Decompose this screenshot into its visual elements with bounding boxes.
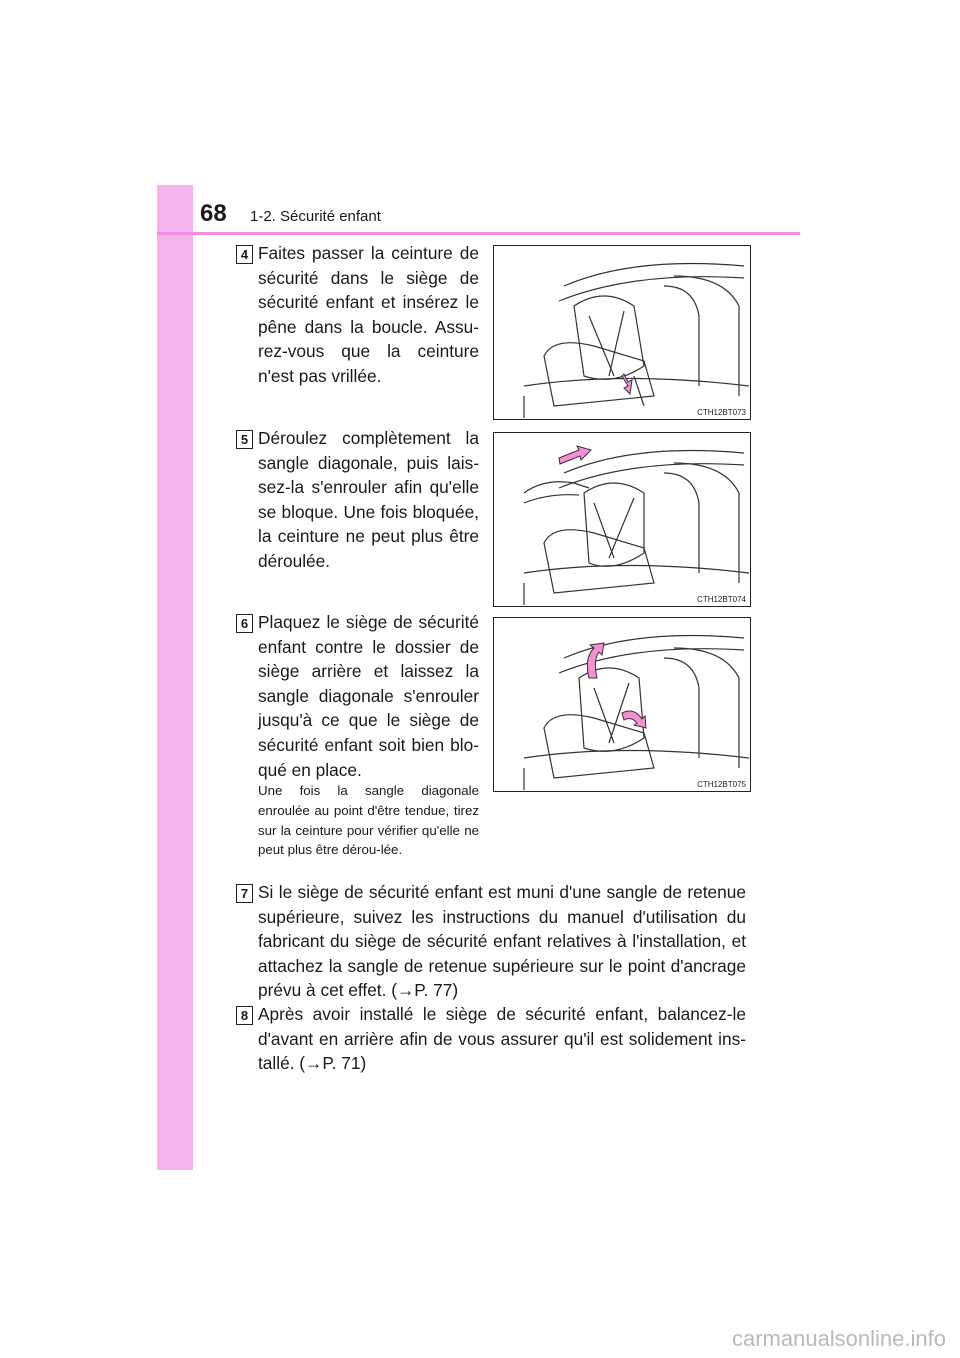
- pull-arrow-icon: [559, 446, 591, 464]
- step-number-5: 5: [236, 430, 253, 449]
- figure-step-4: [493, 245, 751, 420]
- header-rule: [157, 232, 800, 235]
- step-6-note: Une fois la sangle diagonale enroulée au point d'être tendue, tirez sur la ceinture pour vérifier qu'elle ne peut plus être dérou-lée.: [258, 783, 479, 858]
- figure-step-5: [493, 432, 751, 607]
- step-5-text: Déroulez complètement la sangle diagonale, puis lais-sez-la s'enrouler afin qu'elle se bloque. Une fois bloquée, la ceinture ne peut plus être déroulée.: [258, 428, 479, 571]
- page-number: 68: [200, 200, 227, 227]
- car-seat-illustration-5: [494, 433, 750, 606]
- step-7-text: Si le siège de sécurité enfant est muni d'une sangle de retenue supérieure, suivez les instructions du manuel d'utilisation du fabricant du siège de sécurité enfant relatives à l'installation, et attachez la sangle de retenue supérieure sur le point d'ancrage prévu à cet effet. (→P. 77): [258, 882, 746, 1001]
- step-number-8: 8: [236, 1006, 253, 1025]
- watermark: carmanualsonline.info: [731, 1326, 946, 1351]
- figure-code: CTH12BT075: [697, 780, 746, 789]
- step-number-4: 4: [236, 245, 253, 264]
- step-8-text: Après avoir installé le siège de sécurité enfant, balancez-le d'avant en arrière afin de vous assurer qu'il est solidement ins-tallé. (→P. 71): [258, 1004, 746, 1074]
- car-seat-illustration-4: [494, 246, 750, 419]
- step-6-text: Plaquez le siège de sécurité enfant contre le dossier de siège arrière et laissez la sangle diagonale s'enrouler jusqu'à ce que le siège de sécurité enfant soit bien blo-qué en place.: [258, 612, 479, 780]
- side-color-band: [157, 185, 193, 1170]
- step-number-7: 7: [236, 884, 253, 903]
- figure-code: CTH12BT073: [697, 408, 746, 417]
- figure-step-6: [493, 617, 751, 792]
- figure-code: CTH12BT074: [697, 595, 746, 604]
- car-seat-illustration-6: [494, 618, 750, 791]
- step-4-text: Faites passer la ceinture de sécurité dans le siège de sécurité enfant et insérez le pêne dans la boucle. Assu-rez-vous que la ceinture n'est pas vrillée.: [258, 243, 479, 386]
- section-title: 1-2. Sécurité enfant: [250, 208, 381, 225]
- step-number-6: 6: [236, 614, 253, 633]
- insert-arrow-icon: [622, 374, 632, 394]
